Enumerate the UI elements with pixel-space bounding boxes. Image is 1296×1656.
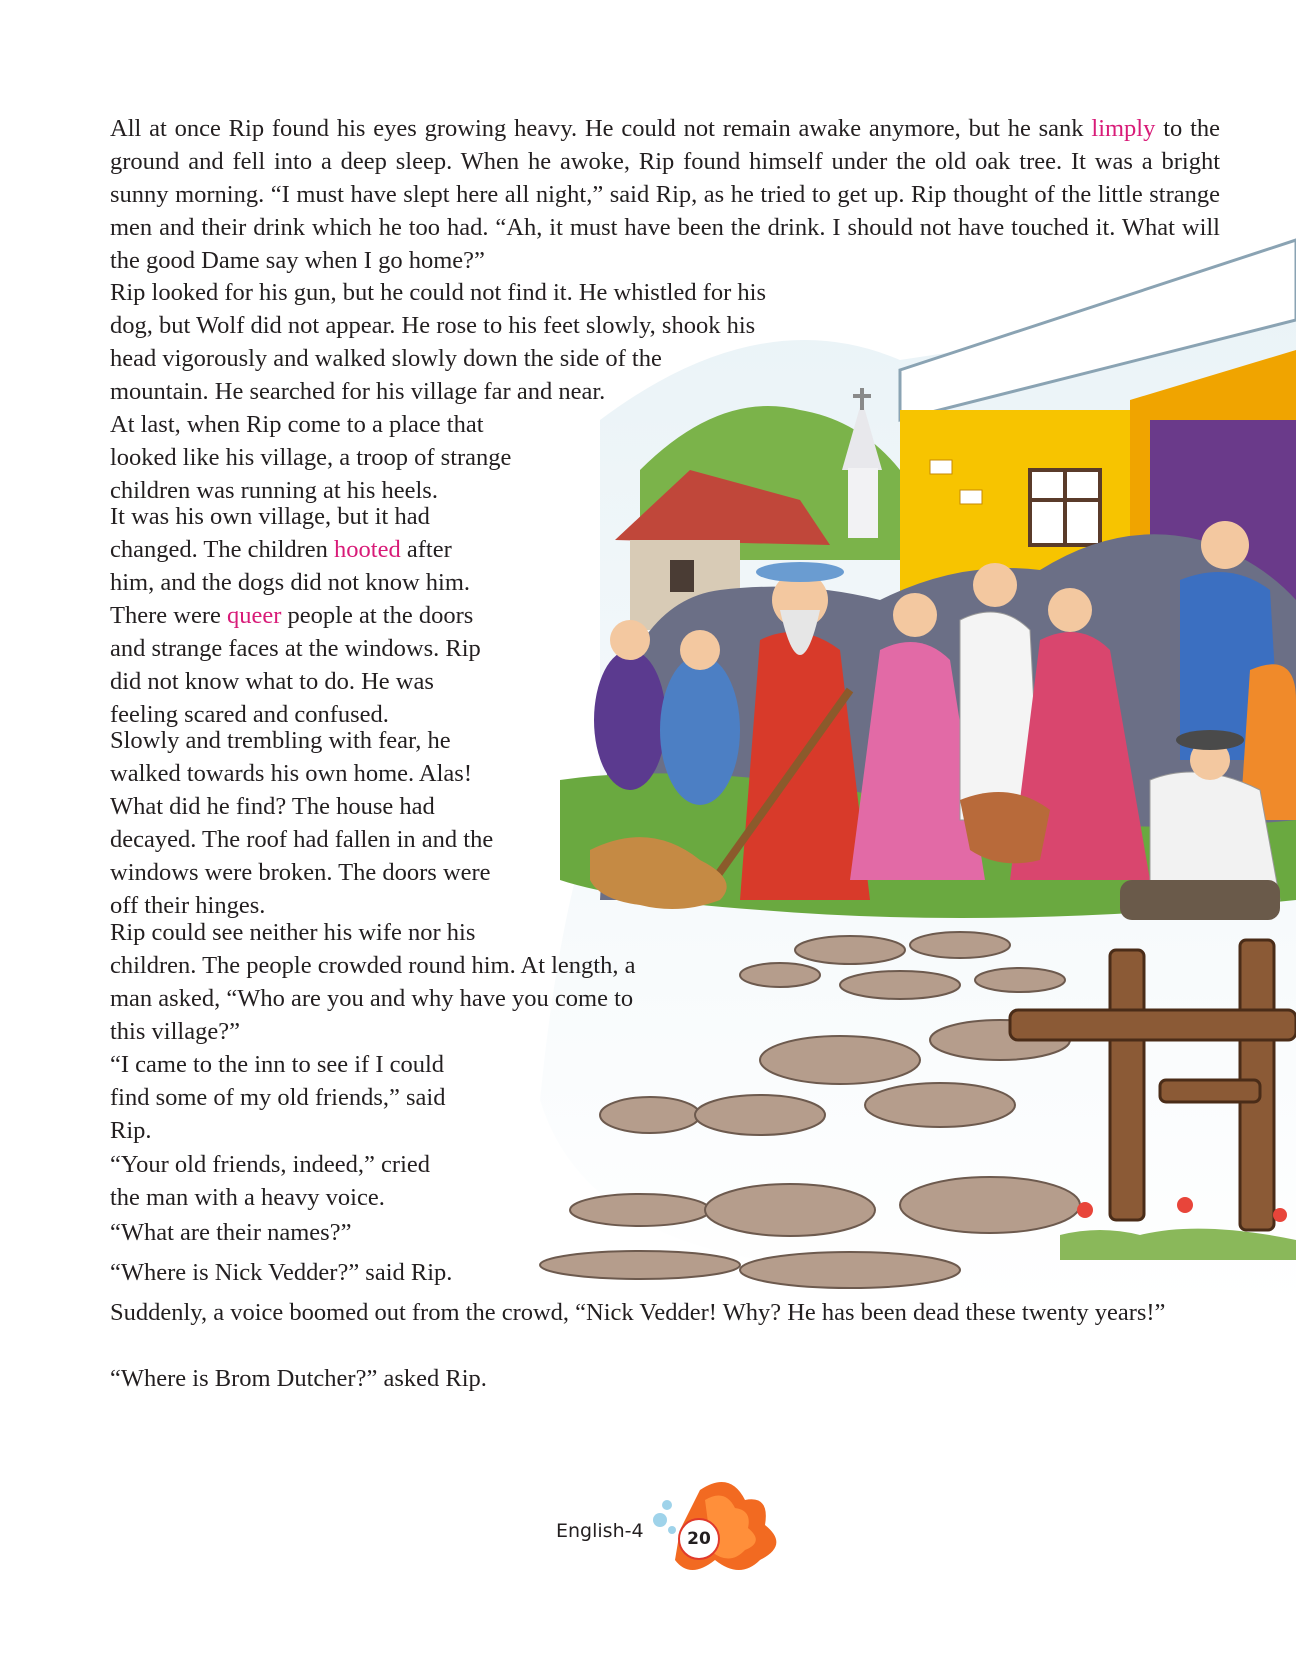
paragraph-4-text: [110, 724, 493, 922]
paragraph-1-part-a: All at once Rip found his eyes growing heavy. He could not remain awake anymore, but he sank: [110, 115, 1092, 142]
highlight-word-queer: queer: [226, 602, 282, 629]
paragraph-2-text: [110, 276, 766, 507]
line: windows were broken. The doors were: [110, 859, 491, 886]
line: people at the doors: [281, 602, 474, 629]
paragraph-10-text: Suddenly, a voice boomed out from the crowd, “Nick Vedder! Why? He has been dead these twenty years!”: [110, 1299, 1166, 1326]
paragraph-8-text: “What are their names?”: [110, 1219, 352, 1246]
book-title-footer: English-4: [556, 1520, 644, 1542]
line: man asked, “Who are you and why have you come to: [110, 985, 634, 1012]
line: There were: [110, 602, 227, 629]
paragraph-11-text: “Where is Brom Dutcher?” asked Rip.: [110, 1365, 487, 1392]
line: decayed. The roof had fallen in and the: [110, 826, 494, 853]
line: after: [400, 536, 452, 563]
paragraph-2: [110, 276, 766, 507]
paragraph-1-text: [110, 112, 1220, 277]
line: feeling scared and confused.: [110, 701, 389, 728]
line: It was his own village, but it had: [110, 503, 430, 530]
paragraph-1: [110, 112, 1220, 277]
line: children. The people crowded round him. At length, a: [110, 952, 636, 979]
line: At last, when Rip come to a place that: [110, 411, 484, 438]
line: changed. The children: [110, 536, 335, 563]
paragraph-7: [110, 1148, 430, 1214]
line: mountain. He searched for his village far and near.: [110, 378, 606, 405]
line: head vigorously and walked slowly down the side of the: [110, 345, 662, 372]
line: the man with a heavy voice.: [110, 1184, 385, 1211]
highlight-word-hooted: hooted: [334, 536, 401, 563]
paragraph-11: [110, 1362, 487, 1395]
line: “Your old friends, indeed,” cried: [110, 1151, 431, 1178]
line: What did he find? The house had: [110, 793, 435, 820]
paragraph-3: [110, 500, 481, 731]
line: this village?”: [110, 1018, 240, 1045]
paragraph-3-text: [110, 500, 481, 731]
line: and strange faces at the windows. Rip: [110, 635, 481, 662]
line: off their hinges.: [110, 892, 266, 919]
line: did not know what to do. He was: [110, 668, 434, 695]
paragraph-7-text: [110, 1148, 430, 1214]
paragraph-6: [110, 1048, 445, 1147]
paragraph-10: [110, 1296, 1220, 1329]
paragraph-6-text: [110, 1048, 445, 1147]
paragraph-1-part-b: to the ground and fell into a deep sleep. When he awoke, Rip found himself under the old oak tree. It was a bright sunny morning. “I must have slept here all night,” said Rip, as he tried to get up. Rip thought of the little strange men and their drink which he too had. “Ah, it must have been the drink. I should not have touched it. What will the good Dame say when I go home?”: [110, 115, 1220, 274]
paragraph-4: [110, 724, 493, 922]
line: “I came to the inn to see if I could: [110, 1051, 445, 1078]
line: find some of my old friends,” said: [110, 1084, 446, 1111]
paragraph-8: [110, 1216, 351, 1249]
paragraph-9: [110, 1256, 452, 1289]
line: Rip could see neither his wife nor his: [110, 919, 476, 946]
paragraph-5-text: [110, 916, 635, 1048]
highlight-word-limply: limply: [1091, 115, 1156, 142]
page-number-badge: 20: [678, 1518, 720, 1560]
line: Rip.: [110, 1117, 152, 1144]
paragraph-5: [110, 916, 635, 1048]
line: Rip looked for his gun, but he could not find it. He whistled for his: [110, 279, 766, 306]
line: children was running at his heels.: [110, 477, 438, 504]
line: Slowly and trembling with fear, he: [110, 727, 451, 754]
paragraph-9-text: “Where is Nick Vedder?” said Rip.: [110, 1259, 453, 1286]
line: dog, but Wolf did not appear. He rose to his feet slowly, shook his: [110, 312, 756, 339]
line: him, and the dogs did not know him.: [110, 569, 470, 596]
line: walked towards his own home. Alas!: [110, 760, 472, 787]
line: looked like his village, a troop of strange: [110, 444, 512, 471]
